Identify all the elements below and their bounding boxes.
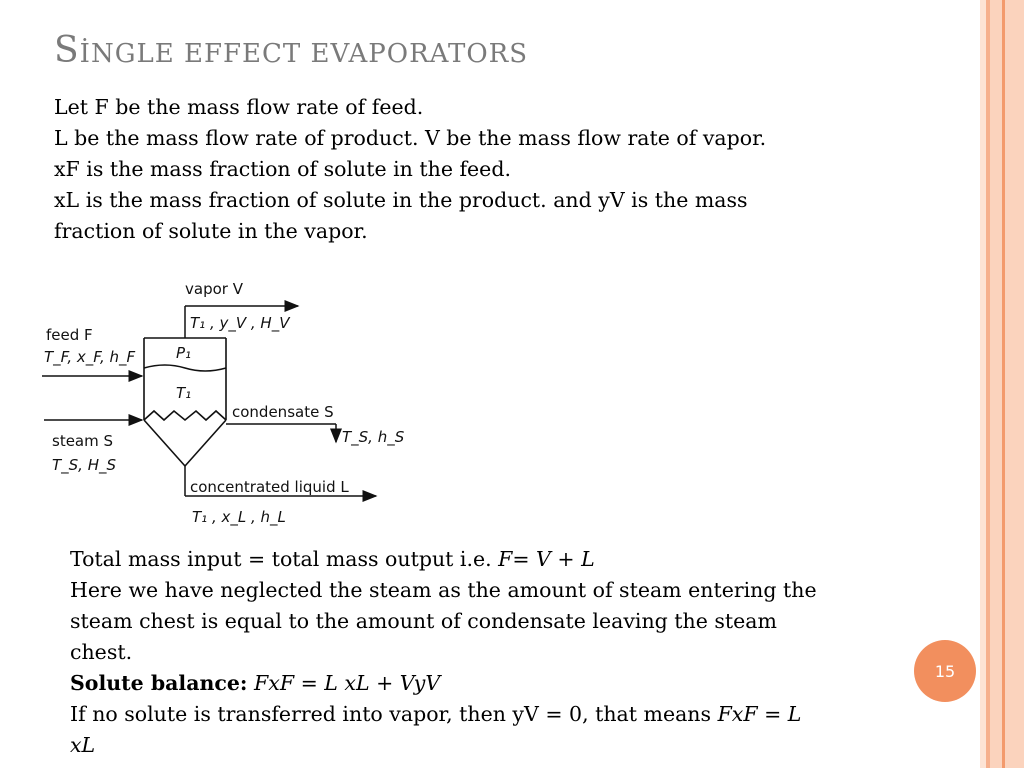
body-line: steam chest is equal to the amount of condensate leaving the steam bbox=[70, 609, 777, 633]
concentrated-props: T₁ , x_L , h_L bbox=[192, 508, 286, 526]
vapor-props: T₁ , y_V , H_V bbox=[190, 314, 290, 332]
solute-balance-line: Solute balance: FxF = L xL + VyV bbox=[70, 671, 441, 695]
page-number-badge: 15 bbox=[914, 640, 976, 702]
feed-label: feed F bbox=[46, 326, 93, 344]
intro-line: Let F be the mass flow rate of feed. bbox=[54, 95, 424, 119]
body-line: xL bbox=[70, 733, 96, 757]
body-line: If no solute is transferred into vapor, then yV = 0, that means FxF = L bbox=[70, 702, 802, 726]
body-text bbox=[70, 544, 930, 761]
p1-label: P₁ bbox=[176, 344, 192, 362]
slide-title: SİNGLE EFFECT EVAPORATORS bbox=[54, 30, 529, 71]
t1-label: T₁ bbox=[176, 384, 192, 402]
decorative-stripes bbox=[980, 0, 1024, 768]
concentrated-label: concentrated liquid L bbox=[190, 478, 349, 496]
vapor-label: vapor V bbox=[185, 280, 243, 298]
body-line: Total mass input = total mass output i.e. F= V + L bbox=[70, 547, 595, 571]
body-line: chest. bbox=[70, 640, 133, 664]
condensate-label: condensate S bbox=[232, 403, 334, 421]
intro-line: xF is the mass fraction of solute in the feed. bbox=[54, 157, 511, 181]
intro-line: xL is the mass fraction of solute in the product. and yV is the mass bbox=[54, 188, 748, 212]
intro-text bbox=[54, 92, 894, 247]
steam-props: T_S, H_S bbox=[52, 456, 117, 474]
intro-line: fraction of solute in the vapor. bbox=[54, 219, 368, 243]
evaporator-diagram bbox=[40, 270, 420, 535]
intro-line: L be the mass flow rate of product. V be the mass flow rate of vapor. bbox=[54, 126, 767, 150]
condensate-props: T_S, h_S bbox=[342, 428, 405, 446]
body-line: Here we have neglected the steam as the amount of steam entering the bbox=[70, 578, 817, 602]
steam-label: steam S bbox=[52, 432, 114, 450]
feed-props: T_F, x_F, h_F bbox=[44, 348, 136, 366]
